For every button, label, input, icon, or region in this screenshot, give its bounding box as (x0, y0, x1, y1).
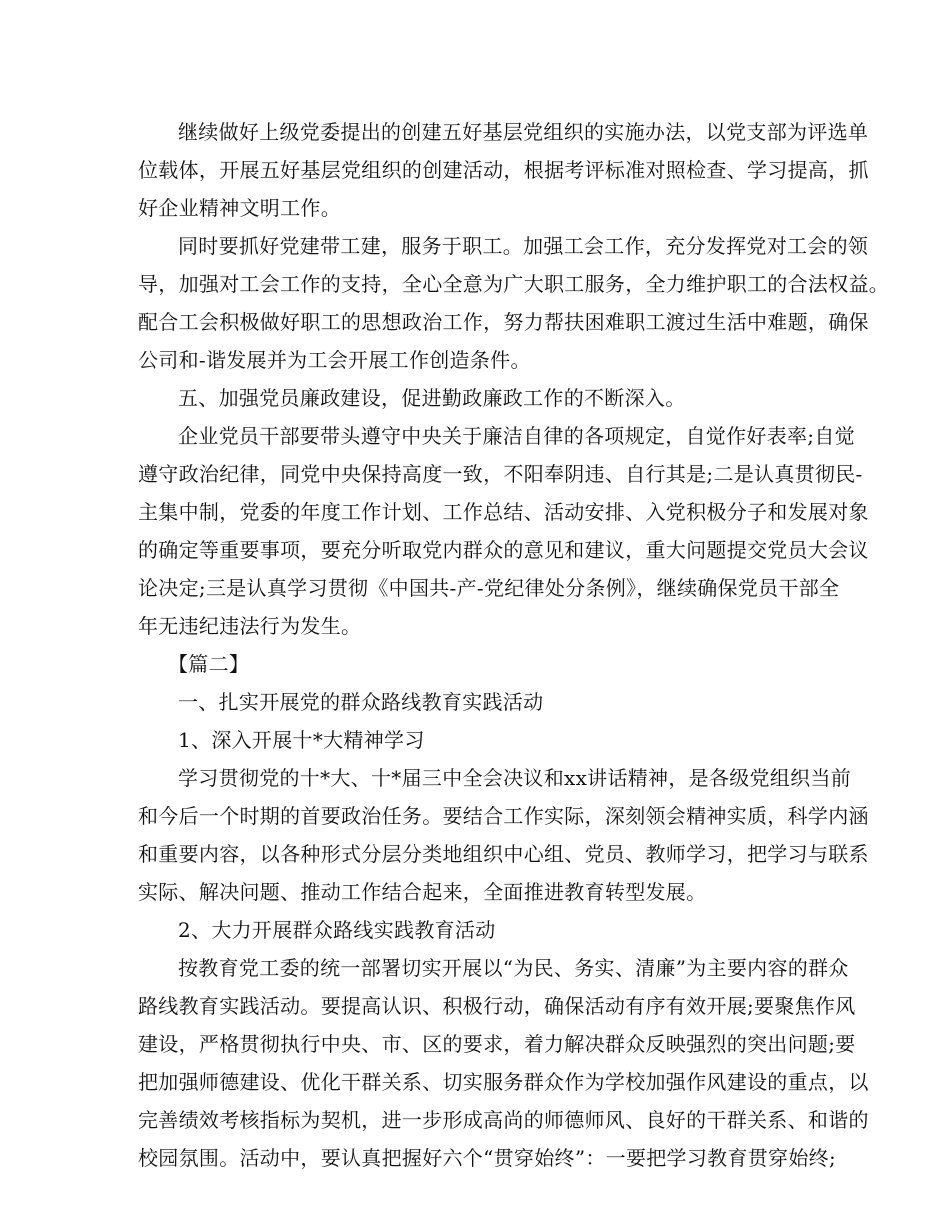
text-line: 企业党员干部要带头遵守中央关于廉洁自律的各项规定，自觉作好表率;自觉 (178, 424, 855, 448)
text-line: 1、深入开展十*大精神学习 (178, 728, 425, 752)
text-line: 完善绩效考核指标为契机，进一步形成高尚的师德师风、良好的干群关系、和谐的 (138, 1108, 869, 1132)
text-line: 的确定等重要事项，要充分听取党内群众的意见和建议，重大问题提交党员大会议 (138, 538, 869, 562)
text-line: 校园氛围。活动中，要认真把握好六个“贯穿始终”：一要把学习教育贯穿始终; (138, 1146, 836, 1170)
text-line: 遵守政治纪律，同党中央保持高度一致，不阳奉阴违、自行其是;二是认真贯彻民- (138, 462, 863, 486)
text-line: 主集中制，党委的年度工作计划、工作总结、活动安排、入党积极分子和发展对象 (138, 500, 869, 524)
text-line: 实际、解决问题、推动工作结合起来，全面推进教育转型发展。 (138, 880, 707, 904)
text-line: 和重要内容，以各种形式分层分类地组织中心组、党员、教师学习，把学习与联系 (138, 842, 869, 866)
text-line: 路线教育实践活动。要提高认识、积极行动，确保活动有序有效开展;要聚焦作风 (138, 994, 856, 1018)
text-line: 配合工会积极做好职工的思想政治工作，努力帮扶困难职工渡过生活中难题，确保 (138, 310, 869, 334)
text-line: 按教育党工委的统一部署切实开展以“为民、务实、清廉”为主要内容的群众 (178, 956, 849, 980)
text-line: 年无违纪违法行为发生。 (138, 614, 362, 638)
text-line: 一、扎实开展党的群众路线教育实践活动 (178, 690, 544, 714)
text-line: 建设，严格贯彻执行中央、市、区的要求，着力解决群众反映强烈的突出问题;要 (138, 1032, 856, 1056)
text-line: 同时要抓好党建带工建，服务于职工。加强工会工作，充分发挥党对工会的领 (178, 234, 869, 258)
section-heading: 【篇二】 (168, 652, 250, 676)
text-line: 导，加强对工会工作的支持，全心全意为广大职工服务，全力维护职工的合法权益。 (138, 272, 890, 296)
text-line: 位载体，开展五好基层党组织的创建活动，根据考评标准对照检查、学习提高，抓 (138, 158, 869, 182)
text-line: 继续做好上级党委提出的创建五好基层党组织的实施办法，以党支部为评选单 (178, 120, 869, 144)
text-line: 把加强师德建设、优化干群关系、切实服务群众作为学校加强作风建设的重点，以 (138, 1070, 869, 1094)
text-line: 学习贯彻党的十*大、十*届三中全会决议和xx讲话精神，是各级党组织当前 (178, 766, 852, 790)
text-line: 好企业精神文明工作。 (138, 196, 341, 220)
text-line: 五、加强党员廉政建设，促进勤政廉政工作的不断深入。 (178, 386, 686, 410)
text-line: 公司和-谐发展并为工会开展工作创造条件。 (138, 348, 531, 372)
document-page (138, 113, 890, 1177)
text-line: 2、大力开展群众路线实践教育活动 (178, 918, 496, 942)
text-line: 论决定;三是认真学习贯彻《中国共-产-党纪律处分条例》，继续确保党员干部全 (138, 576, 840, 600)
text-line: 和今后一个时期的首要政治任务。要结合工作实际，深刻领会精神实质，科学内涵 (138, 804, 869, 828)
